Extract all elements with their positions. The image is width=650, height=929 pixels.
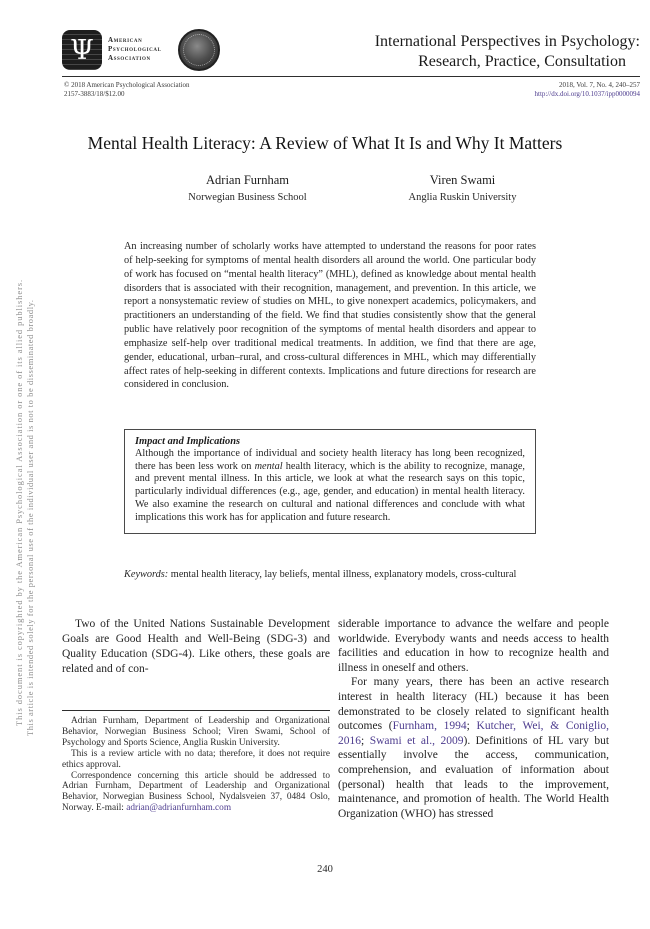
apa-wordmark-line3: Association <box>108 54 151 62</box>
impact-text <box>135 448 525 524</box>
page-number: 240 <box>317 864 333 875</box>
author-2-affiliation: Anglia Ruskin University <box>408 192 517 203</box>
paragraph2-part2: ). Definitions of HL vary but essentially involve the access, communication, comprehension, and evaluation of information about (personal) health that leads to the improvement, maintenance, and promotion of health. The World Health Organization (WHO) has stressed <box>338 734 610 820</box>
globe-seal-icon <box>178 29 220 71</box>
paragraph2-part1: For many years, there has been an active research interest in health literacy (HL) because it has been demonstrated to be closely related to significant health outcomes ( <box>338 676 609 733</box>
footnote-correspondence <box>62 771 330 815</box>
citation-separator-2: ; <box>361 734 370 747</box>
header-divider <box>62 76 640 77</box>
doi-link[interactable]: http://dx.doi.org/10.1037/ipp0000094 <box>534 89 640 98</box>
correspondence-text: Correspondence concerning this article should be addressed to Adrian Furnham, Department of Leadership and Organizational Behavior, Norwegian Business School, Nydalsveien 37, 0484 Oslo, Norway. E-mail: <box>62 770 330 814</box>
journal-title-line1: International Perspectives in Psychology: <box>374 33 640 50</box>
journal-title-line2: Research, Practice, Consultation <box>418 53 626 70</box>
psi-symbol-icon: Ψ <box>70 34 94 66</box>
author-1-name: Adrian Furnham <box>206 173 289 187</box>
side-copyright-notice-line2: This article is intended solely for the personal use of the individual user and is not to be disseminated broadly. <box>25 299 35 736</box>
author-2 <box>355 173 570 203</box>
author-1 <box>140 173 355 203</box>
correspondence-email-link[interactable]: adrian@adrianfurnham.com <box>126 803 232 814</box>
apa-logo-icon <box>62 30 102 70</box>
apa-wordmark <box>108 36 161 63</box>
citation-swami-2009[interactable]: Swami et al., 2009 <box>369 734 464 747</box>
impact-implications-box <box>124 429 536 534</box>
issue-line: 2018, Vol. 7, No. 4, 240–257 <box>558 81 640 89</box>
copyright-line: © 2018 American Psychological Association <box>64 81 190 89</box>
impact-text-part1: Although the importance of individual and society health literacy has long been recognized, there has been less work on <box>135 448 525 472</box>
footnote-affiliations: Adrian Furnham, Department of Leadership and Organizational Behavior, Norwegian Business School; Viren Swami, School of Psychology and Sports Science, Anglia Ruskin University. <box>62 716 330 748</box>
footnote-ethics: This is a review article with no data; therefore, it does not require ethics approval. <box>62 748 330 770</box>
keywords-label: Keywords: <box>124 569 169 580</box>
author-byline <box>140 173 570 203</box>
issue-info-block <box>535 81 640 98</box>
journal-title <box>375 32 640 72</box>
issn-fee-line: 2157-3883/18/$12.00 <box>64 89 125 98</box>
citation-kutcher-2016[interactable]: Kutcher, Wei, & Coniglio, 2016 <box>338 720 609 747</box>
author-1-affiliation: Norwegian Business School <box>188 192 307 203</box>
impact-text-italic: mental <box>254 460 283 472</box>
article-title: Mental Health Literacy: A Review of What It Is and Why It Matters <box>87 133 563 153</box>
copyright-block <box>64 81 189 98</box>
apa-wordmark-line2: Psychological <box>108 45 162 53</box>
impact-heading: Impact and Implications <box>135 436 241 447</box>
body-right-column <box>338 617 609 821</box>
citation-separator-1: ; <box>466 720 477 733</box>
right-column-paragraph-1: siderable importance to advance the welfare and people worldwide. Everybody wants and needs access to health facilities and education in how to recognize health and illness in oneself and others. <box>338 618 609 674</box>
impact-text-part2: health literacy, which is the ability to recognize, manage, and prevent mental illness. In this article, we look at what the research says on this topic, particularly individual differences (e.g., age, gender, and education) in mental health literacy. We also examine the research on cultural and national differences and conclude with what implications this work has for application and future research. <box>135 460 526 523</box>
author-2-name: Viren Swami <box>429 173 496 187</box>
apa-wordmark-line1: American <box>108 36 143 44</box>
citation-furnham-1994[interactable]: Furnham, 1994 <box>392 720 467 733</box>
body-left-column-paragraph: Two of the United Nations Sustainable Development Goals are Good Health and Well-Being (SDG-3) and Quality Education (SDG-4). Like others, these goals are related and of con- <box>62 618 330 675</box>
side-copyright-notice-line1: This document is copyrighted by the American Psychological Association or one of its allied publishers. <box>14 278 24 726</box>
keywords-text: mental health literacy, lay beliefs, mental illness, explanatory models, cross-cultural <box>168 569 517 580</box>
author-note <box>62 710 330 814</box>
right-column-paragraph-2 <box>338 675 609 821</box>
abstract: An increasing number of scholarly works have attempted to understand the reasons for poor rates of help-seeking for symptoms of mental health disorders all around the world. One particular body of work has focused on “mental health literacy” (MHL), defined as knowledge about mental health disorders that is associated with their recognition, management, and prevention. In this article, we report a nonsystematic review of studies on MHL, to give nonexpert academics, policymakers, and practitioners an understanding of the field. We find that studies consistently show that the general public have relatively poor recognition of the symptoms of mental health disorders and appear to emphasize self-help over traditional medical treatments. In addition, we find that there are age, gender, educational, urban–rural, and cross-cultural differences in MHL, which may differentially affect rates of help-seeking in different contexts. Implications and future directions for research are considered in conclusion. <box>124 241 536 391</box>
keywords-paragraph <box>124 568 536 582</box>
